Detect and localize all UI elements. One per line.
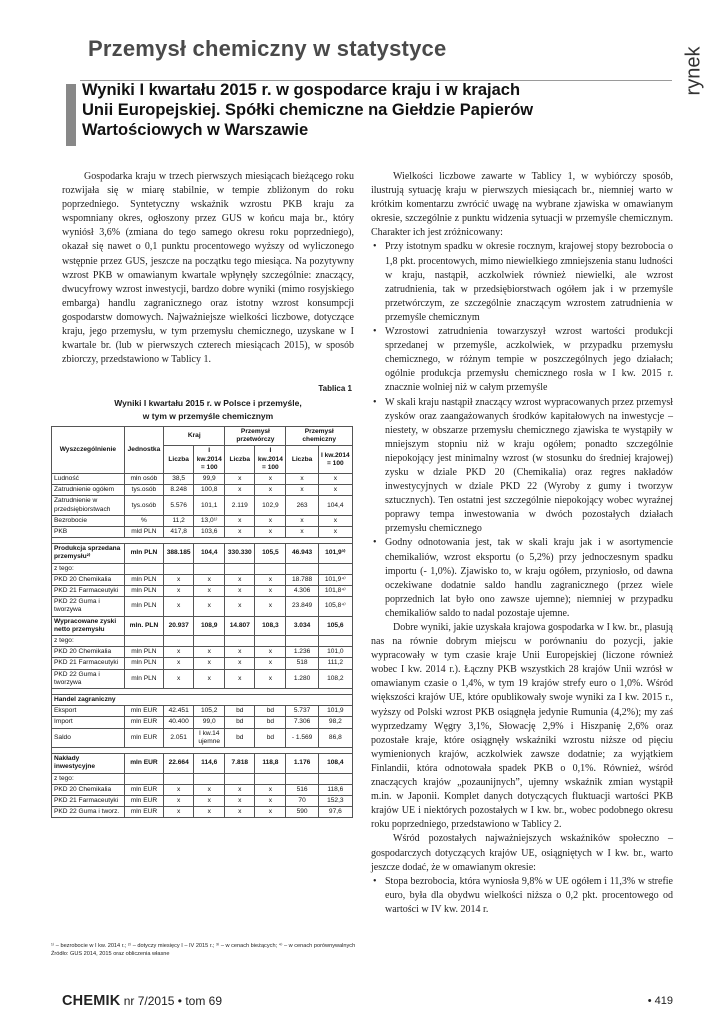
table-cell: 7.818: [225, 754, 255, 773]
table-cell: 101,9⁴⁾: [318, 574, 352, 585]
table-caption-line: Wyniki I kwartału 2015 r. w Polsce i przemyśle,: [114, 398, 302, 408]
table-row: [52, 658, 353, 669]
table-cell: 104,4: [194, 544, 225, 563]
table-cell: x: [225, 658, 255, 669]
table-cell: 5.576: [164, 496, 194, 515]
table-cell: 2.119: [225, 496, 255, 515]
table-row: [52, 563, 353, 574]
row-label-cell: Zatrudnienie ogółem: [52, 485, 125, 496]
table-cell: 108,4: [318, 754, 352, 773]
table-cell: x: [194, 586, 225, 597]
row-label-cell: PKB: [52, 527, 125, 538]
table-cell: [318, 773, 352, 784]
table-cell: bd: [255, 706, 286, 717]
table-cell: 388.185: [164, 544, 194, 563]
table-row: [52, 474, 353, 485]
header-cell: Liczba: [225, 446, 255, 474]
table-cell: x: [225, 807, 255, 818]
article-title-line: Wyniki I kwartału 2015 r. w gospodarce kraju i w krajach: [82, 81, 521, 99]
table-cell: 99,0: [194, 717, 225, 728]
table-caption: [62, 397, 354, 423]
table-row: [52, 728, 353, 747]
table-cell: tys.osób: [124, 496, 163, 515]
table-cell: 105,2: [194, 706, 225, 717]
table-row: [52, 496, 353, 515]
side-label: rynek: [682, 46, 705, 96]
table-row: [52, 597, 353, 616]
table-row: [52, 695, 353, 706]
row-label-cell: PKD 21 Farmaceutyki: [52, 795, 125, 806]
table-cell: mln EUR: [124, 754, 163, 773]
table-cell: 40.400: [164, 717, 194, 728]
header-cell: I kw.2014 = 100: [194, 446, 225, 474]
table-cell: x: [255, 527, 286, 538]
table-cell: 98,2: [318, 717, 352, 728]
table-cell: 518: [286, 658, 318, 669]
table-cell: bd: [255, 728, 286, 747]
table-cell: [255, 773, 286, 784]
table-row: [52, 616, 353, 635]
row-label-cell: Produkcja sprzedana przemysłu²⁾: [52, 544, 125, 563]
table-row: [52, 717, 353, 728]
table-cell: 97,6: [318, 807, 352, 818]
table-cell: 108,3: [255, 616, 286, 635]
row-label-cell: Ludność: [52, 474, 125, 485]
table-cell: %: [124, 515, 163, 526]
table-row: [52, 669, 353, 688]
row-label-cell: PKD 20 Chemikalia: [52, 647, 125, 658]
table-cell: x: [318, 474, 352, 485]
table-cell: bd: [255, 717, 286, 728]
table-cell: 70: [286, 795, 318, 806]
table-cell: x: [255, 515, 286, 526]
table-cell: x: [255, 597, 286, 616]
table-cell: x: [286, 485, 318, 496]
table-label: Tablica 1: [318, 384, 352, 393]
table-cell: 1.236: [286, 647, 318, 658]
table-cell: x: [164, 597, 194, 616]
table-cell: 104,4: [318, 496, 352, 515]
table-row: [52, 574, 353, 585]
article-title-line: Unii Europejskiej. Spółki chemiczne na Giełdzie Papierów: [82, 101, 534, 119]
table-cell: 100,8: [194, 485, 225, 496]
table-cell: 2.051: [164, 728, 194, 747]
table-cell: x: [286, 515, 318, 526]
row-label-cell: Import: [52, 717, 125, 728]
table-cell: mln PLN: [124, 669, 163, 688]
table-cell: 105,6: [318, 616, 352, 635]
row-label-cell: Nakłady inwestycyjne: [52, 754, 125, 773]
table-cell: 3.034: [286, 616, 318, 635]
table-cell: x: [255, 658, 286, 669]
table-row: [52, 515, 353, 526]
row-label-cell: PKD 22 Guma i tworzywa: [52, 669, 125, 688]
table-cell: mln EUR: [124, 728, 163, 747]
right-column: [371, 170, 673, 917]
table-row: [52, 544, 353, 563]
table-cell: x: [225, 485, 255, 496]
table-cell: x: [164, 669, 194, 688]
table-cell: 8.248: [164, 485, 194, 496]
table-cell: x: [194, 597, 225, 616]
table-cell: [286, 563, 318, 574]
table-row: [52, 784, 353, 795]
body-paragraph: Wielkości liczbowe zawarte w Tablicy 1, w wybiórczy sposób, ilustrują sytuację kraju w pierwszych miesiącach br., niemniej warto w krótkim komentarzu zwrócić uwagę na wybrane zjawiska w omawianym okresie, szczególnie z punktu widzenia sytuacji w przemyśle chemicznym. Charakter ich jest zróżnicowany:: [371, 171, 673, 239]
table-cell: x: [194, 669, 225, 688]
table-cell: mln PLN: [124, 574, 163, 585]
table-cell: x: [286, 474, 318, 485]
issue-info: nr 7/2015 • tom 69: [123, 994, 223, 1008]
table-cell: 13,0¹⁾: [194, 515, 225, 526]
table-cell: 14.807: [225, 616, 255, 635]
table-cell: 101,9: [318, 706, 352, 717]
row-label-cell: Wypracowane zyski netto przemysłu: [52, 616, 125, 635]
accent-bar: [66, 84, 76, 146]
table-cell: 101,8⁴⁾: [318, 586, 352, 597]
article-title-line: Wartościowych w Warszawie: [82, 121, 309, 139]
table-cell: x: [255, 795, 286, 806]
table-cell: mln EUR: [124, 717, 163, 728]
bullet-item: • Wzrostowi zatrudnienia towarzyszył wzrost wartości produkcji sprzedanej w przemyśle, aczkolwiek, w przypadku przemysłu chemicznego, w różnym tempie w poszczególnych jego działach; ogólnie produkcja przemysłu chemicznego rosła w I kw. 2015 r. znacznie wolniej niż w całym przemyśle: [371, 325, 673, 395]
table-cell: x: [164, 647, 194, 658]
table-cell: x: [194, 807, 225, 818]
table-cell: x: [225, 597, 255, 616]
table-cell: x: [255, 647, 286, 658]
table-cell: [124, 563, 163, 574]
bullet-item: • Godny odnotowania jest, tak w skali kraju jak i w asortymencie chemikaliów, wzrost eksportu (o 5,2%) przy jednoczesnym spadku importu (- 1,0%). Zjawisko to, w kraju ogółem, przyniosło, od dawna oczekiwane dodatnie saldo handlu zagranicznego (przez wiele poprzednich lat było ono zawsze ujemne); niemniej w przypadku chemikaliów saldo to nadal pozostaje ujemne.: [371, 536, 673, 621]
table-cell: mln PLN: [124, 597, 163, 616]
header-cell: Jednostka: [124, 427, 163, 474]
table-cell: x: [194, 784, 225, 795]
table-cell: x: [255, 784, 286, 795]
header-cell: Kraj: [164, 427, 225, 446]
table-cell: 108,2: [318, 669, 352, 688]
table-cell: x: [286, 527, 318, 538]
table-cell: 118,8: [255, 754, 286, 773]
bullet-list: [371, 240, 673, 621]
table-cell: x: [225, 574, 255, 585]
table-cell: x: [164, 784, 194, 795]
table-cell: x: [318, 515, 352, 526]
table-cell: [194, 773, 225, 784]
table-cell: [164, 636, 194, 647]
table-cell: x: [318, 527, 352, 538]
table-cell: x: [255, 574, 286, 585]
table-row: [52, 754, 353, 773]
row-label-cell: Saldo: [52, 728, 125, 747]
table-cell: 118,6: [318, 784, 352, 795]
table-cell: mln EUR: [124, 784, 163, 795]
header-cell: Liczba: [164, 446, 194, 474]
table-cell: [124, 773, 163, 784]
table-cell: x: [164, 795, 194, 806]
table-caption-line: w tym w przemyśle chemicznym: [142, 411, 274, 421]
table-cell: [194, 563, 225, 574]
table-cell: 11,2: [164, 515, 194, 526]
table-cell: [225, 773, 255, 784]
table-cell: x: [225, 784, 255, 795]
table-cell: x: [255, 669, 286, 688]
table-cell: x: [225, 647, 255, 658]
table-cell: [255, 636, 286, 647]
table-cell: mln PLN: [124, 586, 163, 597]
footer-journal: [62, 993, 222, 1009]
table-cell: 152,3: [318, 795, 352, 806]
row-label-cell: PKD 20 Chemikalia: [52, 574, 125, 585]
table-cell: 101,9³⁾: [318, 544, 352, 563]
table-cell: 101,0: [318, 647, 352, 658]
table-row: [52, 795, 353, 806]
table-cell: [164, 563, 194, 574]
table-cell: x: [225, 474, 255, 485]
row-label-cell: Zatrudnienie w przedsiębiorstwach: [52, 496, 125, 515]
table-row: [52, 527, 353, 538]
bullet-list: [371, 875, 673, 917]
table-cell: - 1.569: [286, 728, 318, 747]
header-cell: Wyszczególnienie: [52, 427, 125, 474]
table-cell: x: [318, 485, 352, 496]
table-cell: 263: [286, 496, 318, 515]
row-label-cell: PKD 21 Farmaceutyki: [52, 658, 125, 669]
table-row: [52, 485, 353, 496]
table-cell: 1.176: [286, 754, 318, 773]
table-cell: 7.306: [286, 717, 318, 728]
table-cell: mln. PLN: [124, 616, 163, 635]
table-cell: x: [255, 586, 286, 597]
table-cell: [225, 563, 255, 574]
table-cell: I kw.14 ujemne: [194, 728, 225, 747]
table-cell: x: [164, 807, 194, 818]
body-paragraph: Dobre wyniki, jakie uzyskała krajowa gospodarka w I kw. br., plasują nas na równie dobrym miejscu w porównaniu do pozycji, jakie wypracowały w tym czasie kraje Unii Europejskiej (liczone również wobec I kw. 2014 r.). Łączny PKB wszystkich 28 krajów Unii wzrósł w omawianym czasie o 1,4%, w tym 19 krajów strefy euro o 1,0%. Wśród większości krajów UE, które opublikowały swoje wyniki za I kw. 2015 r., wyższy od Polski wzrost PKB osiągnęła jedynie Rumunia (4,2%); my zaś wyprzedzamy Węgry 3,1%, Słowację 2,9% i Hiszpanię 2,6% oraz pozostałe kraje, które osiągnęły wskaźniki wzrostu niższe od pięciu wymienionych krajów, aczkolwiek zawsze dodatnie; za wyjątkiem Finlandii, która odnotowała spadek PKB o 0,1%. Również, wśród znaczących krajów „pozaunijnych”, ujemny wskaźnik zmian wystąpił m.in. w Japonii. Komplet danych dotyczących fluktuacji wartości PKB krajów UE i niektórych pozostałych w I kw. br., wobec podobnego okresu roku poprzedniego, przedstawiono w Tablicy 2.: [371, 622, 673, 831]
table-cell: bd: [225, 706, 255, 717]
row-label-cell: PKD 21 Farmaceutyki: [52, 586, 125, 597]
table-cell: x: [194, 647, 225, 658]
footnote-line: Źródło: GUS 2014, 2015 oraz obliczenia własne: [51, 951, 170, 957]
table-cell: 516: [286, 784, 318, 795]
table-footnote: [51, 942, 361, 958]
table-cell: 105,5: [255, 544, 286, 563]
table-row: [52, 706, 353, 717]
section-cell: Handel zagraniczny: [52, 695, 353, 706]
row-label-cell: PKD 20 Chemikalia: [52, 784, 125, 795]
table-cell: x: [194, 574, 225, 585]
table-cell: x: [225, 669, 255, 688]
table-cell: x: [255, 485, 286, 496]
table-cell: x: [194, 658, 225, 669]
row-label-cell: z tego:: [52, 563, 125, 574]
table-cell: 46.943: [286, 544, 318, 563]
table-cell: bd: [225, 728, 255, 747]
bullet-item: • Stopa bezrobocia, która wyniosła 9,8% w UE ogółem i 11,3% w strefie euro, była dla obydwu wielkości niższa o 0,2 pkt. procentowego od wartości w IV kw. 2014 r.: [371, 875, 673, 917]
table-cell: 20.937: [164, 616, 194, 635]
footnote-line: ¹⁾ – bezrobocie w I kw. 2014 r.; ²⁾ – dotyczy miesięcy I – IV 2015 r.; ³⁾ – w cenach bieżących; ⁴⁾ – w cenach porównywalnych: [51, 943, 356, 949]
row-label-cell: PKD 22 Guma i tworz.: [52, 807, 125, 818]
row-label-cell: Bezrobocie: [52, 515, 125, 526]
table-cell: 1.280: [286, 669, 318, 688]
table-cell: x: [164, 658, 194, 669]
journal-logo: CHEMIK: [62, 993, 121, 1009]
page-number: • 419: [647, 995, 673, 1007]
table-body: [52, 474, 353, 818]
body-paragraph: Gospodarka kraju w trzech pierwszych miesiącach bieżącego roku rozwijała się w miarę stabilnie, w tempie zbliżonym do roku poprzedniego. Syntetyczny wskaźnik wzrostu PKB kraju za wspomniany okres, ogłoszony przez GUS w końcu maja br., który wyniósł 3,6% (zmiana do tego samego okresu roku poprzedniego), okazał się nawet o 0,1 punktu procentowego wyższy od wyliczonego wstępnie przez GUS, jeszcze na początku tego miesiąca. Na pozytywny wzrost PKB w omawianym kwartale wpłynęły szczególnie: znaczący, dwucyfrowy wzrost inwestycji, bardzo dobre wyniki (mimo rosyjskiego embarga) handlu zagranicznego oraz istotny wzrost konsumpcji gospodarstw domowych. Najważniejsze wielkości liczbowe, dotyczące kraju, jego przemysłu, w tym przemysłu chemicznego, uzyskane w I kwartale br. (lub w pierwszych czterech miesiącach 2015), w sposób zbiorczy, przedstawiono w Tablicy 1.: [62, 171, 354, 366]
table-row: [52, 636, 353, 647]
left-column: [62, 170, 354, 367]
table-cell: [164, 773, 194, 784]
table-cell: mln PLN: [124, 544, 163, 563]
table-cell: 111,2: [318, 658, 352, 669]
table-cell: 103,6: [194, 527, 225, 538]
table-cell: mln EUR: [124, 706, 163, 717]
table-cell: 38,5: [164, 474, 194, 485]
statistics-table: [51, 426, 353, 818]
table-cell: x: [164, 586, 194, 597]
table-row: [52, 647, 353, 658]
table-cell: 330.330: [225, 544, 255, 563]
table-cell: mln EUR: [124, 807, 163, 818]
table-cell: [225, 636, 255, 647]
table-cell: x: [225, 795, 255, 806]
table-cell: 5.737: [286, 706, 318, 717]
table-cell: mln PLN: [124, 647, 163, 658]
table-cell: 4.306: [286, 586, 318, 597]
table-cell: [124, 636, 163, 647]
header-cell: Przemysł przetwórczy: [225, 427, 286, 446]
table-cell: 102,9: [255, 496, 286, 515]
table-cell: mln EUR: [124, 795, 163, 806]
table-cell: 108,9: [194, 616, 225, 635]
row-label-cell: PKD 22 Guma i tworzywa: [52, 597, 125, 616]
bullet-item: • Przy istotnym spadku w okresie rocznym, krajowej stopy bezrobocia o 1,8 pkt. procentowych, mimo niewielkiego zmniejszenia stanu ludności w kraju, nastąpił, aczkolwiek również niewielki, ale wzrost zatrudnienia, tak w przedsiębiorstwach ogółem jak i w przemyśle przetwórczym, ze szczególnie znaczącym wzrostem zatrudnienia w przemyśle chemicznym: [371, 240, 673, 325]
bullet-item: • W skali kraju nastąpił znaczący wzrost wypracowanych przez przemysł zysków oraz zaangażowanych środków kapitałowych na inwestycje – niestety, w obszarze przemysłu chemicznego zjawiska te wystąpiły w mniejszym stopniu niż w kraju ogółem; ponadto szczególnie niepokojący jest minimalny wzrost (w stosunku do średniej krajowej) zysku w dziale PKD 20 (Chemikalia) oraz regres nakładów inwestycyjnych w dziale PKD 22 (Wyroby z gumy i tworzyw sztucznych). Ten ostatni jest szczególnie niepokojący wobec wyraźnej poprawy tempa inwestowania w dwóch pozostałych działach przemysłu chemicznego: [371, 396, 673, 537]
header-cell: I kw.2014 = 100: [255, 446, 286, 474]
table-cell: 101,1: [194, 496, 225, 515]
row-label-cell: z tego:: [52, 773, 125, 784]
table-cell: [286, 636, 318, 647]
table-cell: x: [255, 474, 286, 485]
table-cell: 417,8: [164, 527, 194, 538]
table-cell: 114,6: [194, 754, 225, 773]
section-title: Przemysł chemiczny w statystyce: [88, 36, 447, 61]
table-cell: 18.788: [286, 574, 318, 585]
row-label-cell: Eksport: [52, 706, 125, 717]
table-cell: [194, 636, 225, 647]
table-cell: 590: [286, 807, 318, 818]
table-cell: 105,8⁴⁾: [318, 597, 352, 616]
table-cell: bd: [225, 717, 255, 728]
table-cell: x: [225, 586, 255, 597]
table-cell: x: [164, 574, 194, 585]
table-cell: mld PLN: [124, 527, 163, 538]
table-cell: tys.osób: [124, 485, 163, 496]
header-cell: I kw.2014 = 100: [318, 446, 352, 474]
table-row: [52, 773, 353, 784]
table-cell: mln osób: [124, 474, 163, 485]
table-cell: [318, 636, 352, 647]
header-cell: Przemysł chemiczny: [286, 427, 353, 446]
table-cell: 99,9: [194, 474, 225, 485]
table-cell: [255, 563, 286, 574]
row-label-cell: z tego:: [52, 636, 125, 647]
table-cell: 86,8: [318, 728, 352, 747]
body-paragraph: Wśród pozostałych najważniejszych wskaźników społeczno – gospodarczych dotyczących krajów UE, osiągniętych w I kw. br., warto jeszcze dodać, że w omawianym okresie:: [371, 833, 673, 873]
header-cell: Liczba: [286, 446, 318, 474]
table-cell: x: [225, 527, 255, 538]
article-title: [82, 80, 602, 140]
table-cell: [286, 773, 318, 784]
table-cell: x: [225, 515, 255, 526]
table-cell: 22.664: [164, 754, 194, 773]
table-cell: x: [194, 795, 225, 806]
table-cell: x: [255, 807, 286, 818]
table-row: [52, 586, 353, 597]
table-cell: [318, 563, 352, 574]
table-cell: 23.849: [286, 597, 318, 616]
table-row: [52, 807, 353, 818]
table-cell: 42.451: [164, 706, 194, 717]
table-cell: mln PLN: [124, 658, 163, 669]
